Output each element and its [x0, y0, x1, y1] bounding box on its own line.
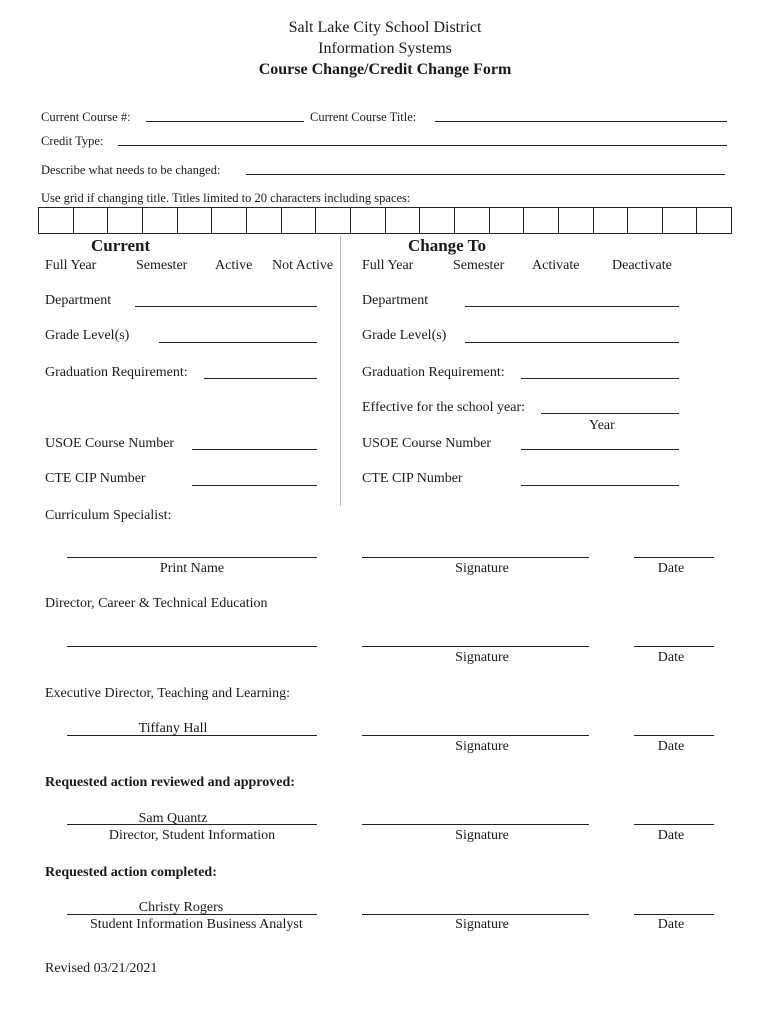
exec-director-label: Executive Director, Teaching and Learning: — [45, 686, 291, 701]
grid-cell[interactable] — [490, 208, 525, 233]
signature-caption: Signature — [455, 650, 509, 665]
current-grade-levels-field[interactable] — [159, 342, 317, 343]
director-cte-name-field[interactable] — [67, 646, 317, 647]
grid-cell[interactable] — [594, 208, 629, 233]
grid-cell[interactable] — [628, 208, 663, 233]
grid-cell[interactable] — [455, 208, 490, 233]
change-department-label: Department — [362, 293, 429, 308]
exec-director-signature-field[interactable] — [362, 735, 589, 736]
grid-cell[interactable] — [212, 208, 247, 233]
current-course-title-label: Current Course Title: — [310, 110, 417, 124]
director-cte-signature-field[interactable] — [362, 646, 589, 647]
signature-caption: Signature — [455, 739, 509, 754]
exec-director-name: Tiffany Hall — [138, 721, 208, 736]
current-department-field[interactable] — [135, 306, 317, 307]
change-grad-req-label: Graduation Requirement: — [362, 365, 505, 380]
grid-cell[interactable] — [386, 208, 421, 233]
change-cte-field[interactable] — [521, 485, 679, 486]
signature-caption: Signature — [455, 828, 509, 843]
date-caption: Date — [657, 561, 685, 576]
curriculum-specialist-label: Curriculum Specialist: — [45, 508, 172, 523]
change-grade-levels-label: Grade Level(s) — [362, 328, 447, 343]
completer-title: Student Information Business Analyst — [90, 917, 303, 932]
current-grad-req-field[interactable] — [204, 378, 317, 379]
year-caption: Year — [589, 418, 615, 433]
change-deactivate-option[interactable]: Deactivate — [612, 258, 672, 273]
grid-cell[interactable] — [351, 208, 386, 233]
grid-cell[interactable] — [143, 208, 178, 233]
reviewed-approved-label: Requested action reviewed and approved: — [45, 775, 295, 790]
current-department-label: Department — [45, 293, 112, 308]
date-caption: Date — [657, 828, 685, 843]
change-activate-option[interactable]: Activate — [532, 258, 580, 273]
exec-director-date-field[interactable] — [634, 735, 714, 736]
completer-date-field[interactable] — [634, 914, 714, 915]
signature-caption: Signature — [455, 561, 509, 576]
date-caption: Date — [657, 650, 685, 665]
current-grad-req-label: Graduation Requirement: — [45, 365, 188, 380]
action-completed-label: Requested action completed: — [45, 865, 217, 880]
credit-type-field[interactable] — [118, 145, 727, 146]
change-to-heading: Change To — [408, 236, 486, 255]
reviewer-date-field[interactable] — [634, 824, 714, 825]
curriculum-print-name-field[interactable] — [67, 557, 317, 558]
signature-caption: Signature — [455, 917, 509, 932]
date-caption: Date — [657, 739, 685, 754]
grid-cell[interactable] — [108, 208, 143, 233]
credit-type-label: Credit Type: — [41, 134, 104, 148]
effective-year-field[interactable] — [541, 413, 679, 414]
current-usoe-label: USOE Course Number — [45, 436, 175, 451]
current-grade-levels-label: Grade Level(s) — [45, 328, 130, 343]
revised-date: Revised 03/21/2021 — [45, 961, 158, 976]
current-cte-field[interactable] — [192, 485, 317, 486]
title-character-grid[interactable] — [38, 207, 732, 234]
grid-cell[interactable] — [178, 208, 213, 233]
grid-cell[interactable] — [663, 208, 698, 233]
exec-director-name-line — [67, 735, 317, 736]
grid-cell[interactable] — [247, 208, 282, 233]
change-full-year-option[interactable]: Full Year — [362, 258, 414, 273]
director-cte-date-field[interactable] — [634, 646, 714, 647]
director-cte-label: Director, Career & Technical Education — [45, 596, 268, 611]
current-course-no-label: Current Course #: — [41, 110, 131, 124]
change-cte-label: CTE CIP Number — [362, 471, 463, 486]
completer-name-line — [67, 914, 317, 915]
completer-name: Christy Rogers — [138, 900, 224, 915]
current-usoe-field[interactable] — [192, 449, 317, 450]
current-active-option[interactable]: Active — [215, 258, 253, 273]
change-usoe-field[interactable] — [521, 449, 679, 450]
reviewer-name-line — [67, 824, 317, 825]
grid-cell[interactable] — [39, 208, 74, 233]
change-department-field[interactable] — [465, 306, 679, 307]
change-grade-levels-field[interactable] — [465, 342, 679, 343]
reviewer-name: Sam Quantz — [138, 811, 208, 826]
current-not-active-option[interactable]: Not Active — [272, 258, 334, 273]
describe-label: Describe what needs to be changed: — [41, 163, 221, 177]
grid-cell[interactable] — [524, 208, 559, 233]
grid-note: Use grid if changing title. Titles limited to 20 characters including spaces: — [41, 191, 411, 205]
grid-cell[interactable] — [420, 208, 455, 233]
current-semester-option[interactable]: Semester — [136, 258, 188, 273]
current-cte-label: CTE CIP Number — [45, 471, 146, 486]
describe-field[interactable] — [246, 174, 725, 175]
grid-cell[interactable] — [316, 208, 351, 233]
change-grad-req-field[interactable] — [521, 378, 679, 379]
current-full-year-option[interactable]: Full Year — [45, 258, 97, 273]
print-name-caption: Print Name — [159, 561, 225, 576]
department-name: Information Systems — [318, 40, 452, 57]
change-usoe-label: USOE Course Number — [362, 436, 492, 451]
curriculum-signature-field[interactable] — [362, 557, 589, 558]
reviewer-signature-field[interactable] — [362, 824, 589, 825]
completer-signature-field[interactable] — [362, 914, 589, 915]
grid-cell[interactable] — [282, 208, 317, 233]
current-heading: Current — [91, 236, 151, 255]
current-course-title-field[interactable] — [435, 121, 727, 122]
effective-year-label: Effective for the school year: — [362, 400, 526, 415]
date-caption: Date — [657, 917, 685, 932]
curriculum-date-field[interactable] — [634, 557, 714, 558]
grid-cell[interactable] — [697, 208, 731, 233]
grid-cell[interactable] — [559, 208, 594, 233]
grid-cell[interactable] — [74, 208, 109, 233]
reviewer-title: Director, Student Information — [108, 828, 276, 843]
district-name: Salt Lake City School District — [288, 19, 482, 36]
form-title: Course Change/Credit Change Form — [258, 61, 512, 78]
change-semester-option[interactable]: Semester — [453, 258, 505, 273]
column-divider — [340, 236, 341, 506]
current-course-no-field[interactable] — [146, 121, 304, 122]
